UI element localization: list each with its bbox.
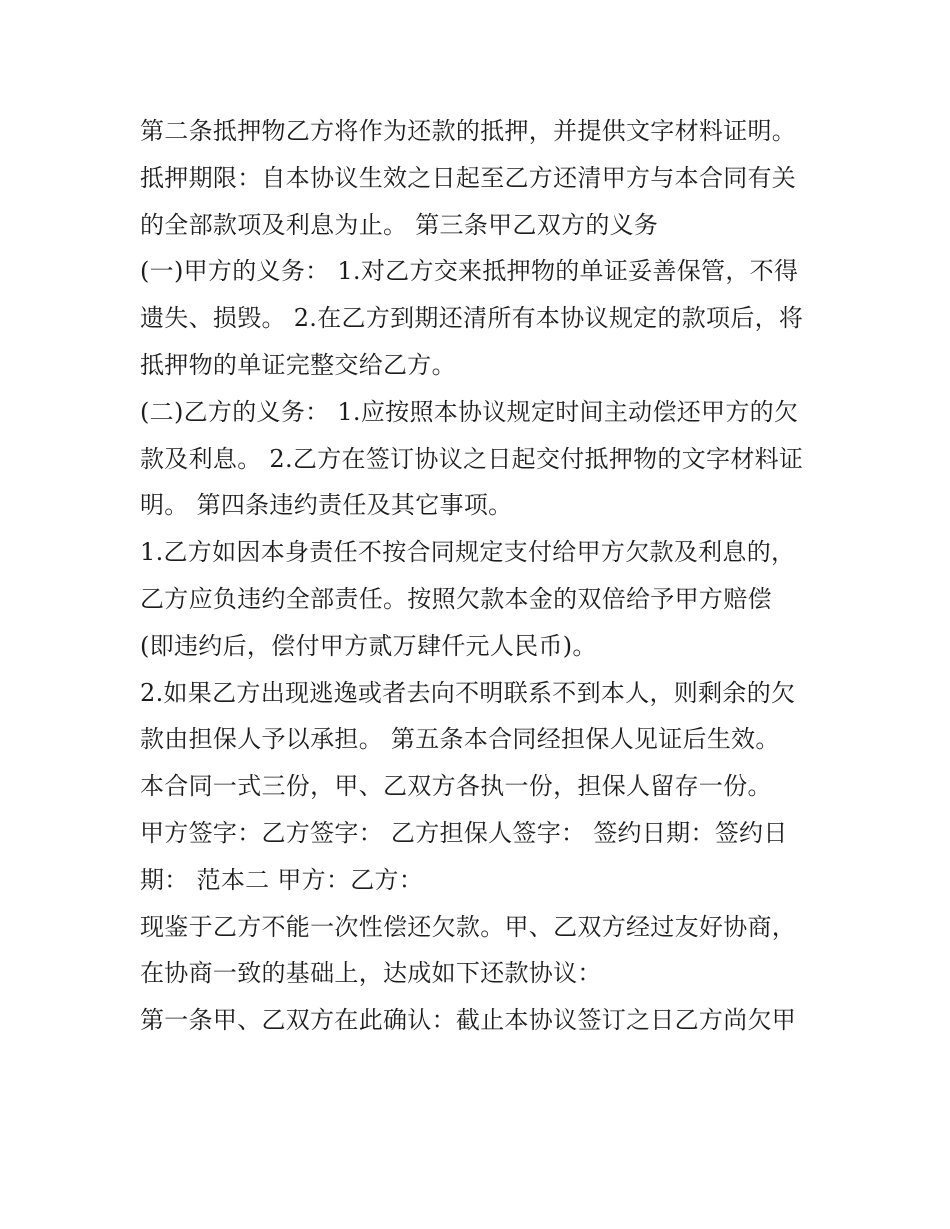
text-line: (即违约后，偿付甲方贰万肆仟元人民币)。: [140, 631, 597, 660]
text-line: 甲方签字：乙方签字： 乙方担保人签字： 签约日期：签约日: [140, 818, 788, 847]
text-line: 抵押物的单证完整交给乙方。: [140, 350, 456, 379]
text-line: (二)乙方的义务： 1.应按照本协议规定时间主动偿还甲方的欠: [140, 397, 799, 426]
text-line: 的全部款项及利息为止。 第三条甲乙双方的义务: [140, 210, 659, 239]
text-line: 款及利息。 2.乙方在签订协议之日起交付抵押物的文字材料证: [140, 444, 804, 473]
text-line: 期： 范本二 甲方：乙方：: [140, 865, 424, 894]
text-line: 抵押期限：自本协议生效之日起至乙方还清甲方与本合同有关: [140, 163, 797, 192]
text-line: 款由担保人予以承担。 第五条本合同经担保人见证后生效。: [140, 725, 780, 754]
text-line: 本合同一式三份，甲、乙双方各执一份，担保人留存一份。: [140, 772, 772, 801]
text-line: 1.乙方如因本身责任不按合同规定支付给甲方欠款及利息的，: [140, 538, 796, 567]
text-line: 第一条甲、乙双方在此确认：截止本协议签订之日乙方尚欠甲: [140, 1006, 797, 1035]
text-line: (一)甲方的义务： 1.对乙方交来抵押物的单证妥善保管，不得: [140, 257, 799, 286]
text-line: 乙方应负违约全部责任。按照欠款本金的双倍给予甲方赔偿: [140, 584, 772, 613]
text-line: 明。 第四条违约责任及其它事项。: [140, 491, 513, 520]
text-line: 遗失、损毁。 2.在乙方到期还清所有本协议规定的款项后，将: [140, 304, 804, 333]
text-line: 现鉴于乙方不能一次性偿还欠款。甲、乙双方经过友好协商，: [140, 912, 797, 941]
text-line: 第二条抵押物乙方将作为还款的抵押，并提供文字材料证明。: [140, 117, 797, 145]
text-line: 2.如果乙方出现逃逸或者去向不明联系不到本人，则剩余的欠: [140, 678, 796, 707]
text-line: 在协商一致的基础上，达成如下还款协议：: [140, 959, 602, 988]
document-body: [140, 108, 820, 1044]
